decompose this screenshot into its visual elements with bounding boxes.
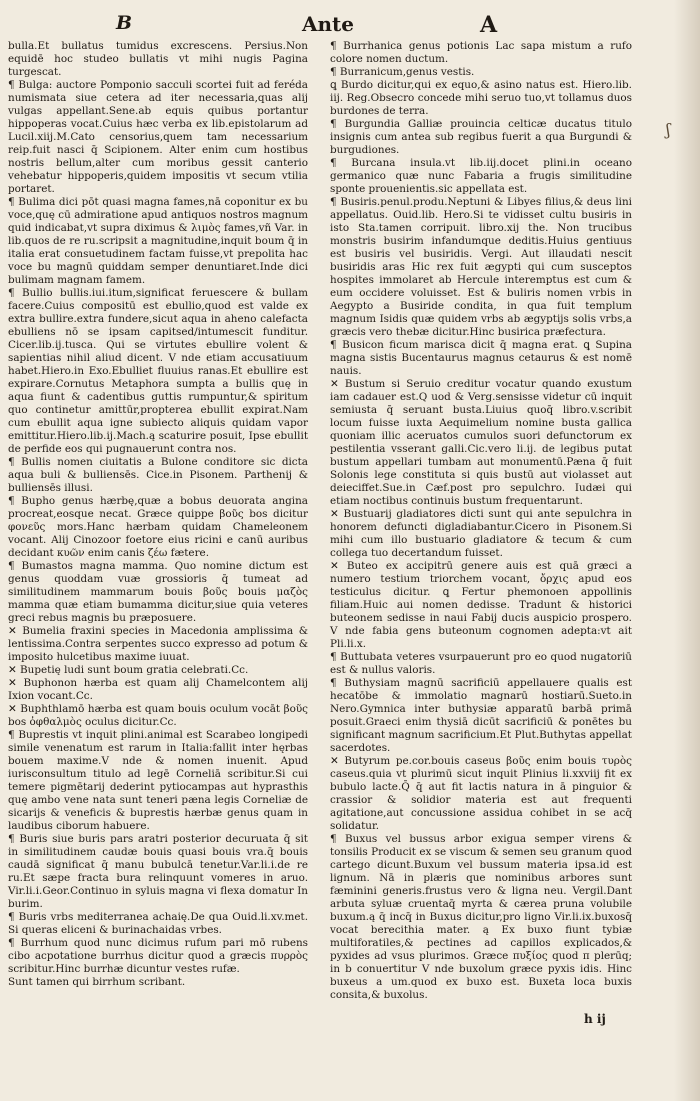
dictionary-entry: ✕ Bupetię ludi sunt boum gratia celebrati.Cc. (8, 664, 249, 676)
dictionary-entry: ✕ Bumelia fraxini species in Macedonia amplissima & lentissima.Contra serpentes succo expresso ad potum & imposito hulcetibus maxime iuuat. (8, 625, 308, 663)
header-letter: A (480, 12, 498, 38)
dictionary-entry: ¶ Bumastos magna mamma. Quo nomine dictum est genus quoddam vuæ grossioris q̄ tumeat ad similitudinem mammarum bouis βοῦς bouis μαζὸς mamma quæ etiam bumamma dicitur,siue quia veteres greci rebus magnis bu præposuere. (8, 560, 308, 624)
left-column (8, 40, 308, 989)
dictionary-entry: ✕ Butyrum pe.cor.bouis caseus βοῦς enim bouis τυρὸς caseus.quia vt plurimū sicut inquit Plinius li.xxviij fit ex bubulo lacte.Q̄ q̄ aut fit lactis natura in ā pinguior & crassior & solidior materia est aut frequenti agitatione,aut concussione assidua cohibet in se acq̄ solidatur. (330, 755, 632, 832)
dictionary-entry: ¶ Busiris.penul.produ.Neptuni & Libyes filius,& deus lini appellatus. Ouid.lib. Hero.Si te vidisset cultu busiris in isto Sta.tamen corripuit. libro.xij the. Non trucibus monstris busirim infandumque deditis.Huius gentiuus est busiris vel busiridis. Vergi. Aut illaudati nescit busiridis aras Hic rex fuit ægypti qui cum susceptos hospites immolaret ab Hercule interemptus est cum & eum occidere voluisset. Est & buliris nomen vrbis in Aegypto a Busiride condita, in qua fuit templum magnum Isidis quæ quidem vrbs ab ægyptijs solis vrbs,a græcis vero thebæ dicitur.Hinc busirica præfectura. (330, 196, 632, 338)
dictionary-entry: ¶ Bullio bullis.iui.itum,significat feruescere & bullam facere.Cuius compositū est ebullio,quod est valde ex extra bullire.extra fundere,sicut aqua in aheno calefacta ebulliens nō se ipsam capitsed/intumescit funditur. Cicer.lib.ij.tusca. Qui se virtutes ebullire volent & sapientias nihil aliud dicent. V nde etiam accusatiuum habet.Hiero.in Exo.Ebulliet fluuius ranas.Et ebullire est expirare.Cornutus Metaphora sumpta a bullis quę in aqua fiunt & cadentibus guttis rumpuntur,& spiritum quo continetur amittūr,propterea ebullit expirat.Nam cum ebullit aqua igne subiecto aliquis quidam vapor emittitur.Hiero.lib.ij.Mach.ą scaturire posuit, Ipse ebullit de perfide eos qui pugnauerunt contra nos. (8, 287, 308, 455)
dictionary-entry: ¶ Buprestis vt inquit plini.animal est Scarabeo longipedi simile venenatum est rarum in Italia:fallit inter hęrbas bouem maxime.V nde & nomen inuenit. Apud iurisconsultum titulo ad legē Corneliā scribitur.Si cui temere pigmētarij dederint pytiocampas aut hyprasthis quę ambo vene nata sunt teneri pæna legis Corneliæ de sicarijs & veneficis & buprestis hærbæ genus quam in laudibus ciborum habuere. (8, 729, 308, 832)
margin-bracket-mark: ʃ (666, 120, 671, 139)
dictionary-entry: ✕ Buphonon hærba est quam alij Chamelcontem alij Ixion vocant.Cc. (8, 677, 308, 702)
dictionary-entry: Sunt tamen qui birrhum scribant. (8, 976, 186, 988)
right-column (330, 40, 632, 1002)
header-title: Ante (302, 12, 355, 36)
signature-mark: h ij (584, 1012, 606, 1026)
dictionary-entry: ✕ Buphthlamō hærba est quam bouis oculum vocāt βοῦς bos ὀφθαλμὸς oculus dicitur.Cc. (8, 703, 308, 728)
header-signature-letter: B (116, 12, 133, 34)
dictionary-entry: ¶ Bulima dici pōt quasi magna fames,nā coponitur ex bu voce,quę cū admiratione apud antiquos nostros magnum quid indicabat,vt supra diximus & λιμὸς fames,vñ Var. in lib.quos de re ru.scripsit a magnitudine,inquit boum q̄ in italia erat consuetudinem factam fuisse,vt prepolita hac voce bu magnū quiddam semper denuntiaret.Inde dici bulimam magnam famem. (8, 196, 308, 286)
dictionary-entry: ✕ Bustuarij gladiatores dicti sunt qui ante sepulchra in honorem defuncti digladiabantur.Cicero in Pisonem.Si mihi cum illo bustuario gladiatore & tecum & cum collega tuo decertandum fuisset. (330, 508, 632, 559)
dictionary-entry: ¶ Burranicum,genus vestis. (330, 66, 475, 78)
dictionary-entry: ¶ Busicon ficum marisca dicit q̄ magna erat. ꝗ Supina magna sistis Bucentaurus magnus cetaurus & est nomē nauis. (330, 339, 632, 377)
dictionary-entry: ¶ Bupho genus hærbę,quæ a bobus deuorata angina procreat,eosque necat. Græce quippe βοῦς bos dicitur φονεῦς mors.Hanc hærbam quidam Chameleonem vocant. Alij Cinozoor foetore eius ricini e canū auribus decidant κυῶν enim canis ζέω fætere. (8, 495, 308, 559)
dictionary-entry: ¶ Burrhanica genus potionis Lac sapa mistum a rufo colore nomen ductum. (330, 40, 632, 65)
dictionary-entry: ✕ Buteo ex accipitrū genere auis est quā græci a numero testium triorchem vocant, ὄρχις apud eos testiculus dicitur. ꝗ Fertur phemonoen appollinis filiam.Huic aui nomen dedisse. Tradunt & historici buteonem sedisse in naui Fabij ducis auspicio prospero. V nde fabia gens buteonum cognomen adepta:vt ait Pli.li.x. (330, 560, 632, 650)
running-header (0, 10, 700, 40)
dictionary-entry: ¶ Bulga: auctore Pomponio sacculi scortei fuit ad feréda numismata siue cetera ad iter necessaria,quas alij vulgas appellant.Sene.ab equis quibus portantur hippoperas vocat.Cuius hæc verba ex lib.epistolarum ad Lucil.xiij.M.Cato censorius,quem tam necessarium reip.fuit nasci q̄ Scipionem. Alter enim cum hostibus nostris bellum,alter cum moribus gessit canterio vehebatur hippoperis,quidem impositis vt secum vtilia portaret. (8, 79, 308, 195)
dictionary-entry: ¶ Buttubata veteres vsurpauerunt pro eo quod nugatoriū est & nullus valoris. (330, 651, 632, 676)
dictionary-entry: ¶ Burgundia Galliæ prouincia celticæ ducatus titulo insignis cum antea sub regibus fuerit a qua Burgundi & burgudiones. (330, 118, 632, 156)
dictionary-entry: ¶ Buthysiam magnū sacrificiū appellauere qualis est hecatōbe & immolatio magnarū hostiarū.Sueto.in Nero.Gymnica inter buthysiæ apparatū barbā primā posuit.Graeci enim thysiā dicūt sacrificiū & ponētes bu significant magnum sacrificium.Et Plut.Buthytas appellat sacerdotes. (330, 677, 632, 754)
dictionary-entry: ꝗ Burdo dicitur,qui ex equo,& asino natus est. Hiero.lib. iij. Reg.Obsecro concede mihi seruo tuo,vt tollamus duos burdones de terra. (330, 79, 632, 117)
dictionary-entry: ✕ Bustum si Seruio creditur vocatur quando exustum iam cadauer est.Q uod & Verg.sensisse videtur cū inquit semiusta q̄ seruant busta.Liuius quoq̄ libro.v.scribit locum fuisse iuxta Aequimelium nomine busta gallica quoniam illic aceruatos cumulos suori defunctorum ex pestilentia vsserant galli.Cic.vero li.ij. de legibus putat bustum appellari tumbam aut monumentū.Pæna q̄ fuit Solonis lege constituta si quis bustū aut violasset aut deieciffet.Sue.in Cæf.post pro sepulchro. Iudæi qui etiam noctibus continuis bustum frequentarunt. (330, 378, 632, 507)
page-edge-shadow (674, 0, 700, 1101)
dictionary-entry: ¶ Buxus vel bussus arbor exigua semper virens & tonsilis Producit ex se viscum & semen seu granum quod cartego dicunt.Buxum vel bussum materia ipsa.id est lignum. Nā in plæris que nominibus arbores sunt fæminini generis.frustus vero & ligna neu. Vergil.Dant arbuta syluæ cruentaq̄ myrta & cærea pruna volubile buxum.ą q̄ incq̄ in Buxus dicitur,pro ligno Vir.li.ix.buxosq̄ vocat berecithia mater. ą Ex buxo fiunt tybiæ multiforatiles,& pectines ad capillos explicados,& pyxides ad vsus plurimos. Græce πυξίος quod π plerūq; in b conuertitur V nde buxolum græce pyxis idis. Hinc buxeus a um.quod ex buxo est. Buxeta loca buxis consita,& buxolus. (330, 833, 632, 1001)
dictionary-entry: ¶ Buris vrbs mediterranea achaię.De qua Ouid.li.xv.met. Si queras eliceni & burinachaidas vrbes. (8, 911, 308, 936)
dictionary-entry: bulla.Et bullatus tumidus excrescens. Persius.Non equidē hoc studeo bullatis vt mihi nugis Pagina turgescat. (8, 40, 308, 78)
dictionary-entry: ¶ Bullis nomen ciuitatis a Bulone conditore sic dicta aqua buli & bulliensēs. Cice.in Pisonem. Parthenij & bulliensēs illusi. (8, 456, 308, 494)
dictionary-entry: ¶ Buris siue buris pars aratri posterior decuruata q̄ sit in similitudinem caudæ bouis quasi bouis vra.q̄ bouis caudā significat q̄ manu bubulcā tenetur.Var.li.i.de re ru.Et sæpe fracta bura relinquunt vomeres in aruo. Vir.li.i.Geor.Continuo in syluis magna vi flexa domatur In burim. (8, 833, 308, 910)
dictionary-entry: ¶ Burcana insula.vt lib.iij.docet plini.in oceano germanico quæ nunc Fabaria a frugis similitudine sponte prouenientis.sic appellata est. (330, 157, 632, 195)
dictionary-entry: ¶ Burrhum quod nunc dicimus rufum pari mō rubens cibo acpotatione burrhus dicitur quod a græcis πυρρὸς scribitur.Hinc burrhæ dicuntur vestes rufæ. (8, 937, 308, 975)
